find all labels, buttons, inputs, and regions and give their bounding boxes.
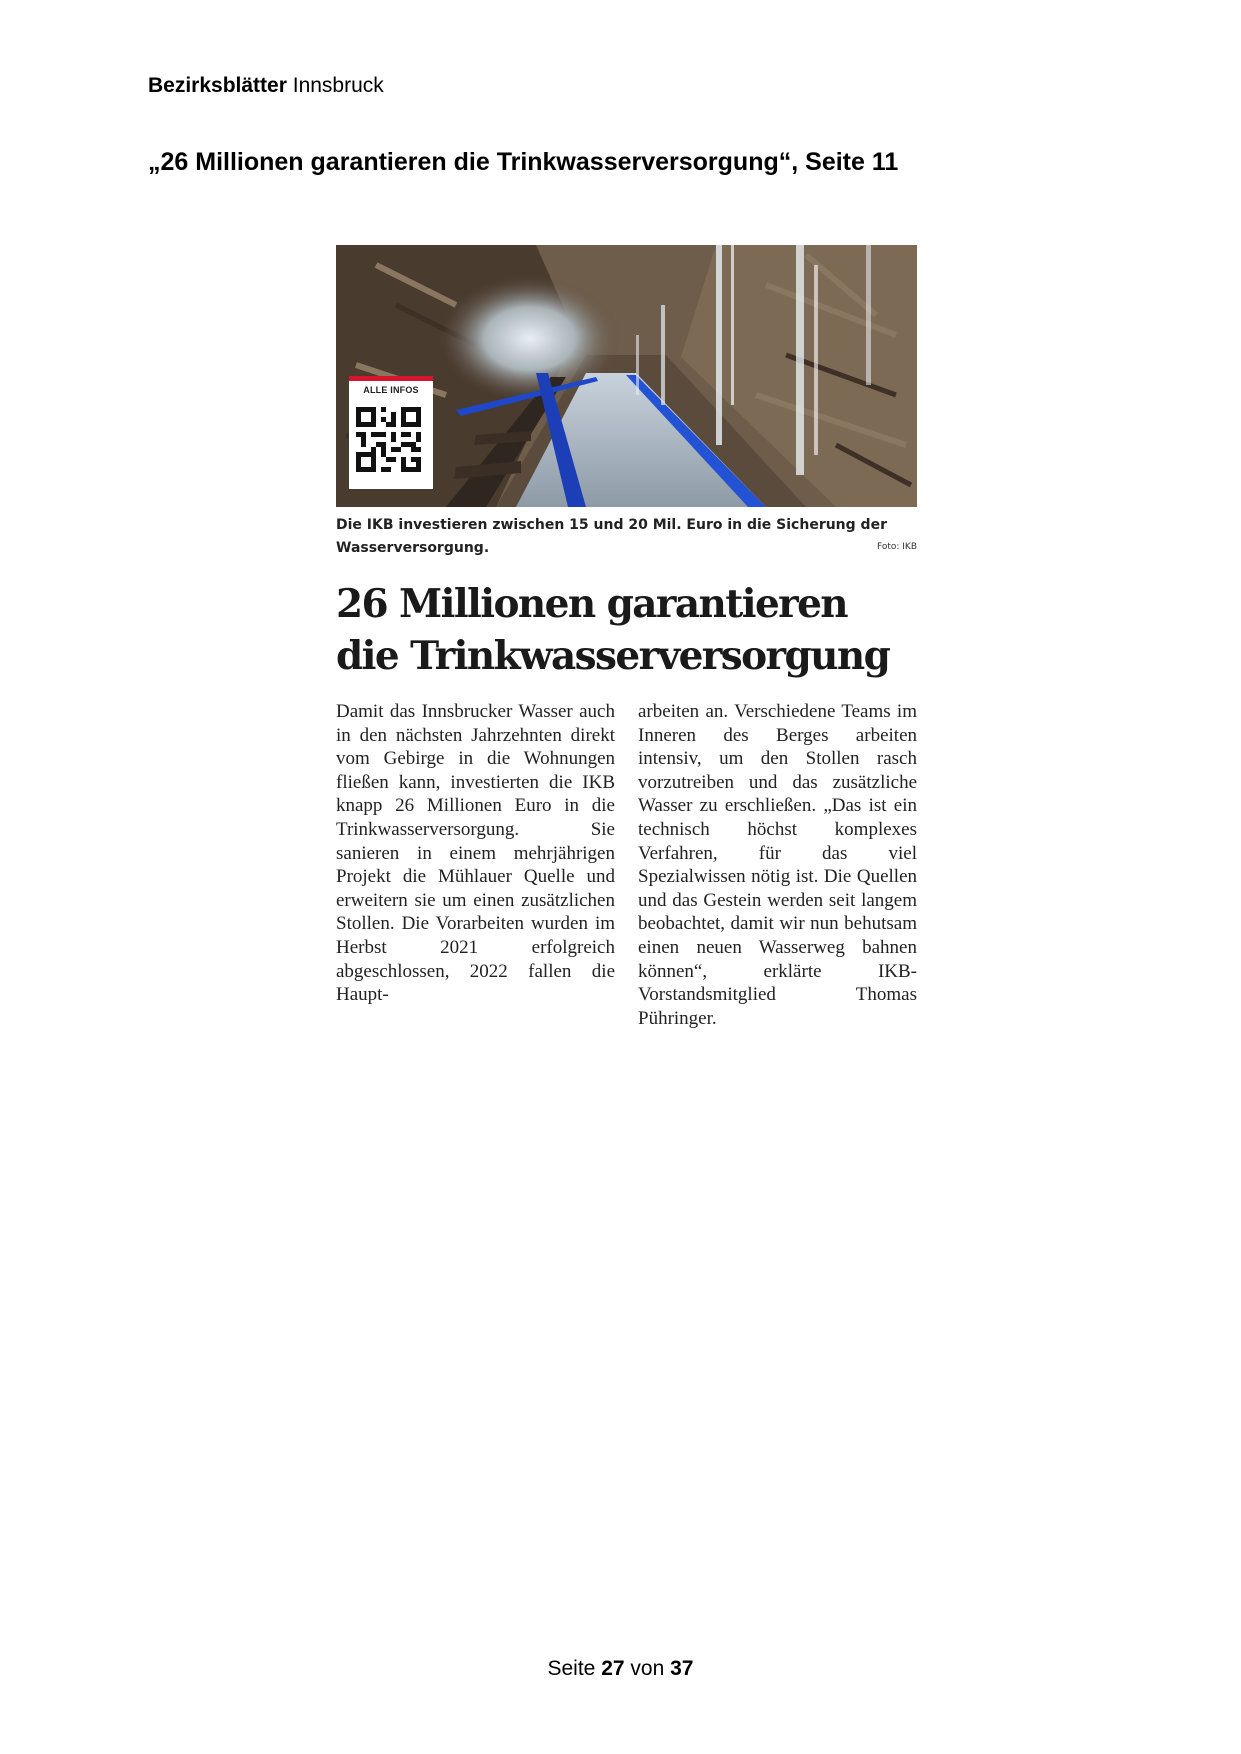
photo-caption-text: Die IKB investieren zwischen 15 und 20 Mil. Euro in die Sicherung der Wasserversorgung. xyxy=(336,517,887,556)
publication-name: Bezirksblätter xyxy=(148,74,287,97)
page-prefix: Seite xyxy=(547,1657,596,1680)
qr-code-icon xyxy=(356,405,426,479)
photo-caption xyxy=(336,514,917,560)
total-pages: 37 xyxy=(670,1657,694,1680)
page-number xyxy=(0,1657,1241,1681)
article-body-column-2: arbeiten an. Verschiedene Teams im Inneren des Berges arbeiten intensiv, um den Stollen rasch vorzutreiben und das zusätzliche Wasser zu erschließen. „Das ist ein technisch höchst komplexes Verfahren, für das viel Spezialwissen nötig ist. Die Quellen und das Gestein werden seit langem beobachtet, damit wir nun behutsam einen neuen Wasserweg bahnen können“, erklärte IKB-Vorstandsmitglied Thomas Pühringer. xyxy=(638,701,917,1029)
publication-edition: Innsbruck xyxy=(292,74,384,97)
headline-line-2: die Trinkwasserversorgung xyxy=(336,633,890,679)
publication-source xyxy=(148,74,384,98)
clip-title: „26 Millionen garantieren die Trinkwasserversorgung“, Seite 11 xyxy=(148,148,899,176)
qr-label: ALLE INFOS xyxy=(363,385,419,395)
article-photo xyxy=(336,245,917,507)
photo-credit: Foto: IKB xyxy=(876,542,917,552)
article-body-column-1: Damit das Innsbrucker Wasser auch in den nächsten Jahrzehnten direkt vom Gebirge in die Wohnungen fließen kann, investierten die IKB knapp 26 Millionen Euro in die Trinkwasserversorgung. Sie sanieren in einem mehrjährigen Projekt die Mühlauer Quelle und erweitern sie um einen zusätzlichen Stollen. Die Vorarbeiten wurden im Herbst 2021 erfolgreich abgeschlossen, 2022 fallen die Haupt- xyxy=(336,701,615,1006)
article-headline xyxy=(336,578,936,682)
headline-line-1: 26 Millionen garantieren xyxy=(336,581,848,627)
qr-info-box[interactable] xyxy=(349,376,433,489)
current-page: 27 xyxy=(601,1657,625,1680)
page-separator: von xyxy=(630,1657,665,1680)
